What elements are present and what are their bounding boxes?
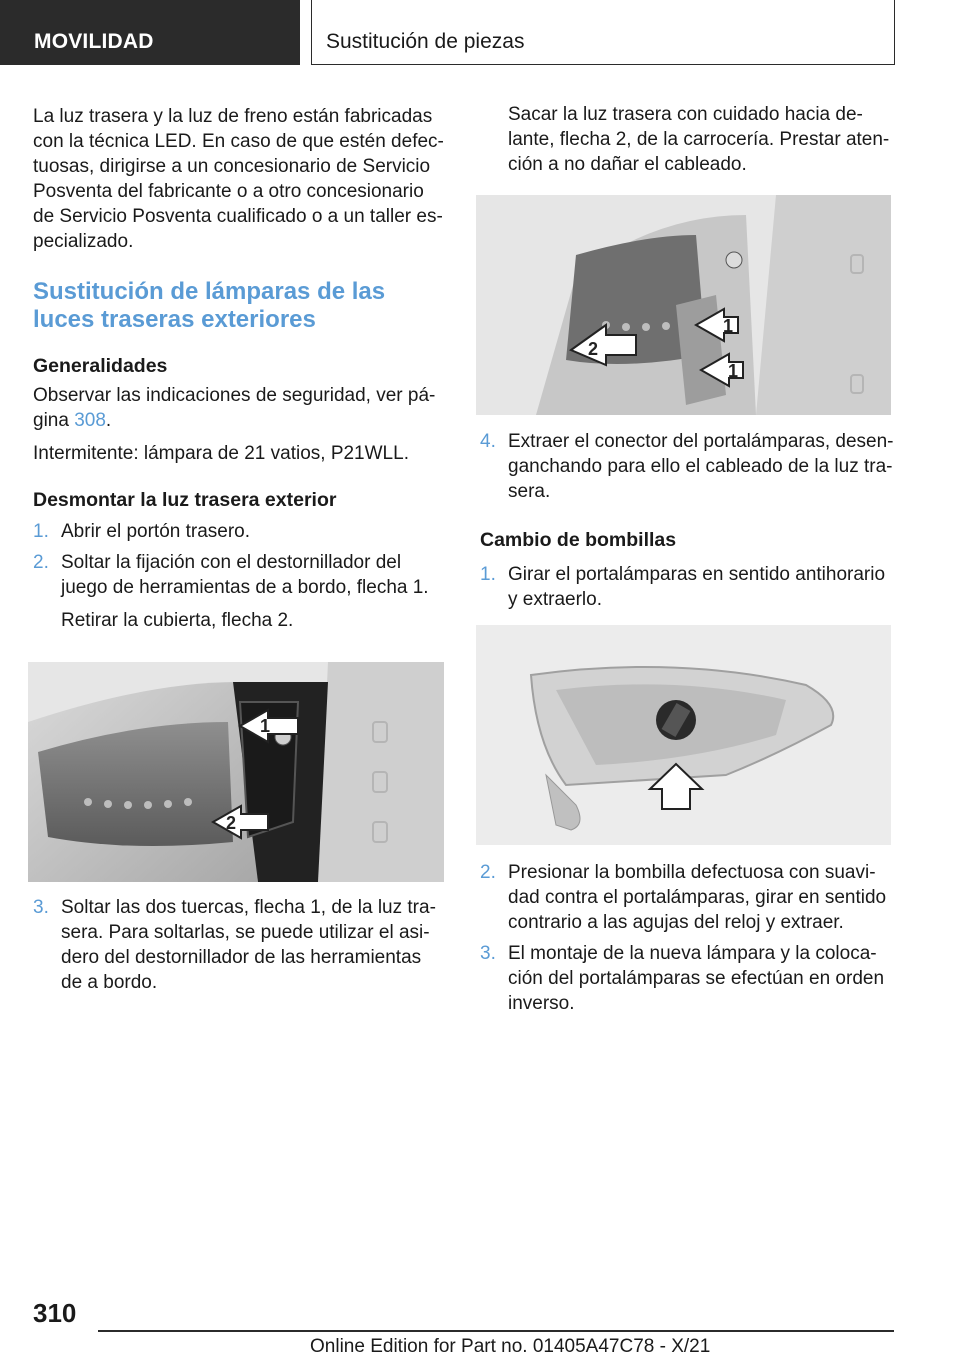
right-intro: Sacar la luz trasera con cuidado hacia de- lante, flecha 2, de la carrocería. Prestar aten- ción a no dañar el cableado.: [508, 104, 890, 175]
right-column: [480, 102, 894, 177]
list-item: [33, 895, 447, 995]
list-item: [480, 941, 894, 1016]
left-column: [33, 104, 447, 633]
step-text: Soltar la fijación con el destornillador del juego de herramientas de a bordo, flecha 1.: [61, 552, 429, 598]
figure-label-1: 1: [260, 716, 271, 736]
safety-text: Observar las indicaciones de seguridad, ver pá- gina: [33, 385, 436, 431]
figure-label-1a: 1: [723, 316, 734, 336]
bulb-steps-a: [480, 562, 894, 612]
list-item: [33, 550, 447, 600]
step-text: Extraer el conector del portalámparas, desen- ganchando para ello el cableado de la luz tra- sera.: [508, 431, 894, 502]
header-chapter-box: [311, 0, 895, 65]
step-number: 3.: [33, 897, 49, 918]
intro-paragraph: La luz trasera y la luz de freno están fabricadas con la técnica LED. En caso de que estén defec- tuosas, dirigirse a un concesionario de Servicio Posventa del fabricante o a otro concesionario de Servicio Posventa cualificado o a un taller es- pecializado.: [33, 106, 444, 252]
figure-lamp-holder: [476, 625, 891, 845]
step-text: El montaje de la nueva lámpara y la coloca- ción del portalámparas se efectúan en orden inverso.: [508, 943, 885, 1014]
list-item: [33, 519, 447, 544]
list-item: [480, 429, 894, 504]
step2-extra: Retirar la cubierta, flecha 2.: [61, 610, 294, 631]
step-number: 3.: [480, 943, 496, 964]
header-section-tab: [0, 0, 300, 65]
step-number: 1.: [33, 521, 49, 542]
step-text: Soltar las dos tuercas, flecha 1, de la luz tra- sera. Para soltarlas, se puede utilizar el asi- dero del destornillador de las herramientas de a bordo.: [61, 897, 436, 993]
general-title: Generalidades: [33, 355, 168, 377]
figure-remove-light: [476, 195, 891, 415]
figure-label-2: 2: [226, 813, 237, 833]
header-section-label: MOVILIDAD: [34, 30, 154, 53]
footer-divider: [98, 1330, 894, 1332]
figure-label-1b: 1: [728, 361, 739, 381]
step-number: 1.: [480, 564, 496, 585]
tail-light-cover-illustration: [28, 662, 444, 882]
safety-paragraph: [33, 383, 447, 433]
footer-edition: Online Edition for Part no. 01405A47C78 - X/21: [310, 1336, 711, 1357]
list-item: [480, 562, 894, 612]
step-text: Girar el portalámparas en sentido antihorario y extraerlo.: [508, 564, 886, 610]
safety-end: .: [105, 410, 112, 431]
step-number: 2.: [33, 552, 49, 573]
page-link[interactable]: 308: [74, 410, 106, 431]
remove-steps: [33, 519, 447, 600]
page-number: 310: [33, 1298, 77, 1328]
step-text: Abrir el portón trasero.: [61, 521, 251, 542]
remove-step-3: [33, 895, 447, 995]
remove-light-illustration: [476, 195, 891, 415]
step-number: 4.: [480, 431, 496, 452]
section-title: Sustitución de lámparas de las luces traseras exteriores: [33, 278, 386, 333]
list-item: [480, 860, 894, 935]
remove-title: Desmontar la luz trasera exterior: [33, 489, 337, 511]
lamp-holder-illustration: [476, 625, 891, 845]
figure-label-2: 2: [588, 339, 599, 359]
bulb-title: Cambio de bombillas: [480, 529, 677, 551]
step-text: Presionar la bombilla defectuosa con suavi- dad contra el portalámparas, girar en sentido contrario a las agujas del reloj y extraer.: [508, 862, 887, 933]
figure-tail-light-cover: [28, 662, 444, 882]
header-chapter-label: Sustitución de piezas: [326, 30, 525, 53]
step-number: 2.: [480, 862, 496, 883]
bulb-steps-b: [480, 860, 894, 1016]
remove-step-4: [480, 429, 894, 504]
blinker-paragraph: Intermitente: lámpara de 21 vatios, P21WLL.: [33, 443, 409, 464]
